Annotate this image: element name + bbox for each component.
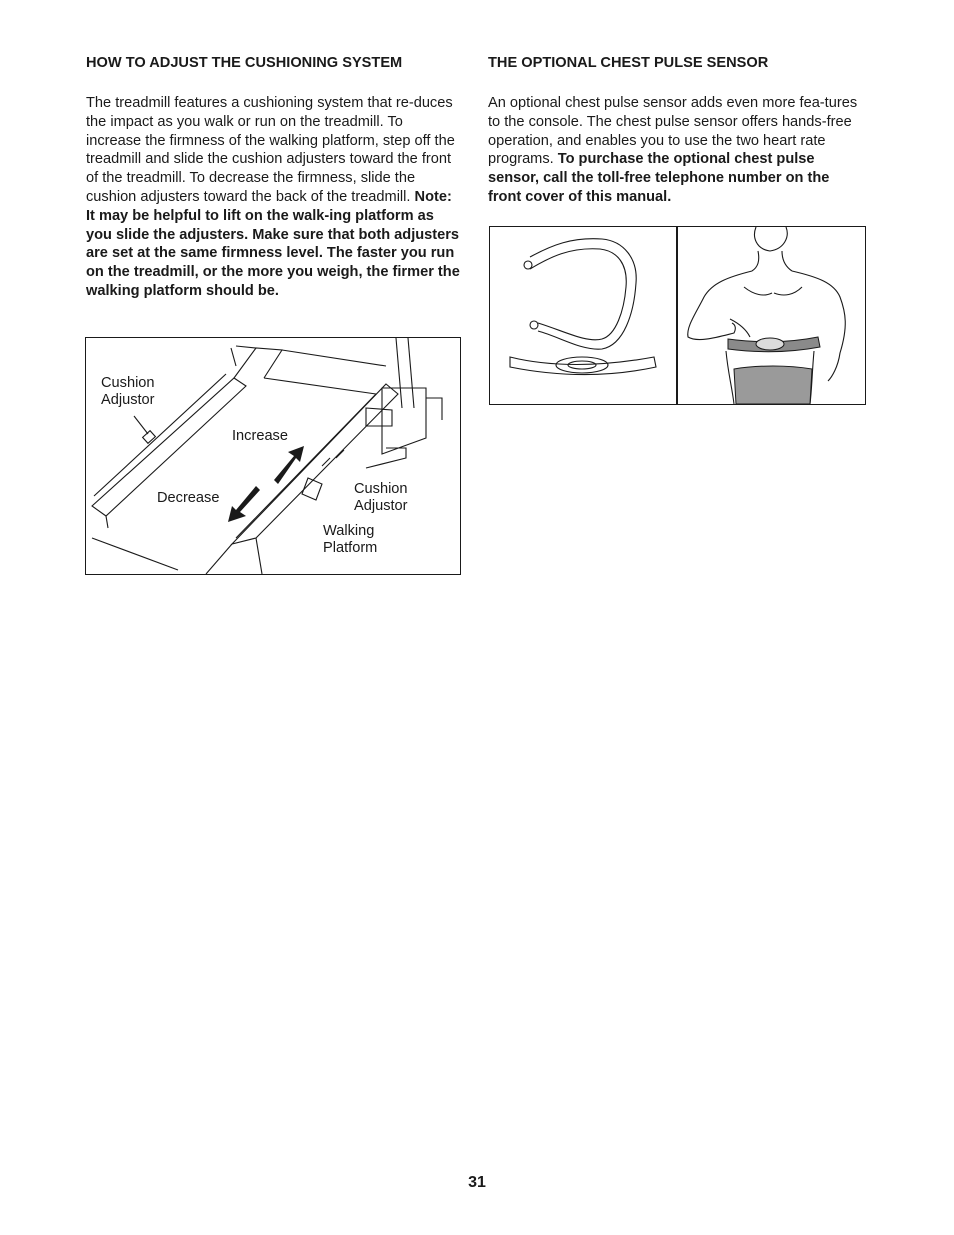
cushioning-paragraph bbox=[86, 94, 461, 301]
cushioning-heading: HOW TO ADJUST THE CUSHIONING SYSTEM bbox=[86, 55, 403, 71]
chest-sensor-paragraph bbox=[488, 94, 866, 207]
callout-increase: Increase bbox=[232, 428, 288, 444]
page-number: 31 bbox=[468, 1174, 486, 1191]
chest-sensor-heading: THE OPTIONAL CHEST PULSE SENSOR bbox=[488, 55, 769, 71]
treadmill-illustration bbox=[85, 337, 461, 575]
cushioning-section bbox=[86, 54, 461, 301]
person-wearing-strap-drawing bbox=[678, 227, 864, 404]
chest-sensor-section bbox=[488, 54, 866, 207]
chest-sensor-body: An optional chest pulse sensor adds even more fea-tures to the console. The chest pulse sensor offers hands-free operation, and enables you to use the two heart rate programs. bbox=[488, 95, 858, 168]
callout-decrease: Decrease bbox=[157, 490, 220, 506]
increase-arrow-icon bbox=[274, 446, 304, 484]
cushioning-body: The treadmill features a cushioning system that re-duces the impact as you walk or run on the treadmill. To increase the firmness of the walking platform, step off the treadmill and slide the cushion adjusters toward the front of the treadmill. To decrease the firmness, slide the cushion adjusters toward the back of the treadmill. bbox=[86, 95, 455, 205]
chest-sensor-purchase-note: To purchase the optional chest pulse sensor, call the toll-free telephone number on the front cover of this manual. bbox=[488, 151, 830, 205]
callout-cushion-adjustor-right: Cushion Adjustor bbox=[354, 481, 408, 514]
cushioning-note: Note: It may be helpful to lift on the walk-ing platform as you slide the adjusters. Make sure that both adjusters are set at the same firmness level. The faster you run on the treadmill, or the more you weigh, the firmer the walking platform should be. bbox=[86, 188, 460, 299]
decrease-arrow-icon bbox=[228, 486, 260, 522]
chest-strap-drawing bbox=[490, 227, 676, 404]
callout-walking-platform: Walking Platform bbox=[323, 523, 378, 556]
callout-cushion-adjustor-left: Cushion Adjustor bbox=[101, 375, 155, 408]
treadmill-drawing bbox=[86, 338, 460, 574]
chest-sensor-illustration bbox=[489, 226, 866, 405]
